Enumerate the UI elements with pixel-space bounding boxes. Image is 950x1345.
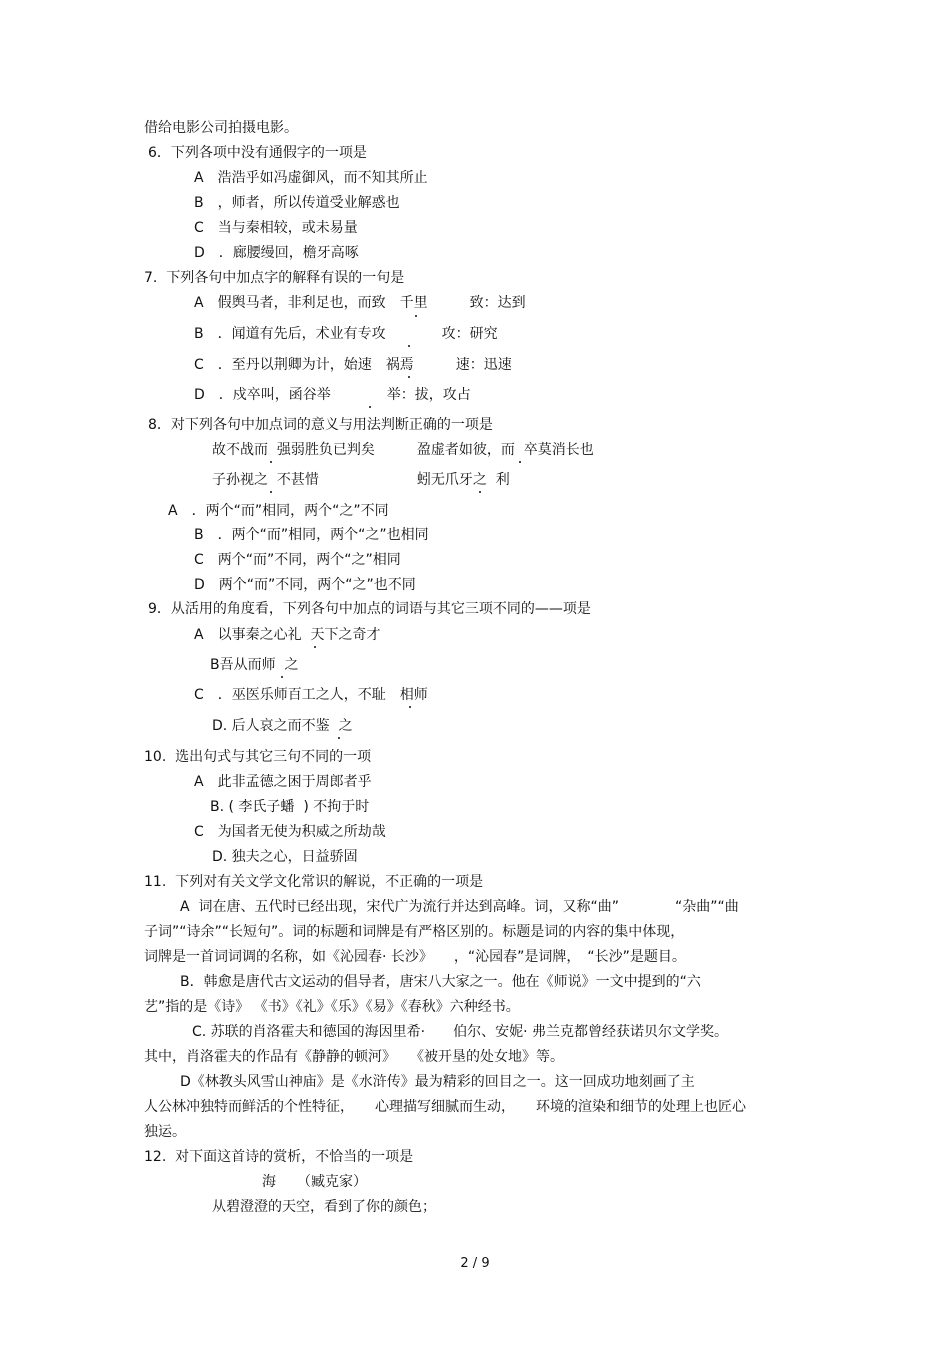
option-line: D. 独夫之心，日益骄固: [212, 849, 358, 865]
option-line: B ，师者，所以传道受业解惑也: [194, 195, 400, 211]
poem-title: 海 （臧克家）: [262, 1174, 367, 1190]
paragraph-line: 人公林冲独特而鲜活的个性特征， 心理描写细腻而生动， 环境的渲染和细节的处理上也匠心: [144, 1099, 746, 1115]
option-line: A 此非孟德之困于周郎者乎: [194, 774, 372, 790]
poem-line: 从碧澄澄的天空，看到了你的颜色；: [212, 1199, 436, 1215]
paragraph-line: D《林教头风雪山神庙》是《水浒传》最为精彩的回目之一。这一回成功地刻画了主: [180, 1074, 695, 1090]
option-line: B吾从而师 之: [210, 657, 299, 673]
option-line: C 当与秦相较，或未易量: [194, 220, 358, 236]
emphasis-dot: [409, 706, 411, 708]
question-11: 11. 下列对有关文学文化常识的解说，不正确的一项是: [144, 874, 484, 890]
option-line: C ．至丹以荆卿为计，始速 祸焉 速：迅速: [194, 357, 512, 373]
option-line: D. 后人哀之而不鉴 之: [212, 718, 353, 734]
option-line: B ．两个“而”相同，两个“之”也相同: [194, 527, 429, 543]
emphasis-dot: [408, 376, 410, 378]
question-7: 7. 下列各句中加点字的解释有误的一句是: [144, 270, 405, 286]
emphasis-dot: [415, 315, 417, 317]
option-line: C 两个“而”不同，两个“之”相同: [194, 552, 401, 568]
option-line: C 为国者无使为积威之所劫哉: [194, 824, 386, 840]
question-6: 6．下列各项中没有通假字的一项是: [148, 145, 367, 161]
question-8: 8．对下列各句中加点词的意义与用法判断正确的一项是: [148, 417, 493, 433]
emphasis-dot: [281, 676, 283, 678]
option-line: B. ( 李氏子蟠 ) 不拘于时: [210, 799, 370, 815]
quote-line: 子孙视之 不甚惜 蚓无爪牙之 利: [212, 472, 510, 488]
emphasis-dot: [338, 737, 340, 739]
emphasis-dot: [314, 646, 316, 648]
option-line: A ．两个“而”相同，两个“之”不同: [168, 503, 389, 519]
option-line: A 浩浩乎如冯虚御风，而不知其所止: [194, 170, 428, 186]
quote-line: 故不战而 强弱胜负已判矣 盈虚者如彼，而 卒莫消长也: [212, 442, 594, 458]
emphasis-dot: [408, 345, 410, 347]
text-line: 借给电影公司拍摄电影。: [144, 120, 298, 136]
paragraph-line: 艺”指的是《诗》 《书》《礼》《乐》《易》《春秋》六种经书。: [144, 999, 520, 1015]
paragraph-line: B．韩愈是唐代古文运动的倡导者，唐宋八大家之一。他在《师说》一文中提到的“六: [180, 974, 701, 990]
paragraph-line: 独运。: [144, 1124, 186, 1140]
paragraph-line: 词牌是一首词词调的名称，如《沁园春· 长沙》 ，“沁园春”是词牌， “长沙”是题目。: [144, 949, 686, 965]
option-line: B ．闻道有先后，术业有专攻 攻：研究: [194, 326, 498, 342]
page-number: 2 / 9: [460, 1256, 490, 1271]
paragraph-line: 其中，肖洛霍夫的作品有《静静的顿河》 《被开垦的处女地》等。: [144, 1049, 564, 1065]
paragraph-line: 子词”“诗余”“长短句”。词的标题和词牌是有严格区别的。标题是词的内容的集中体现，: [144, 924, 685, 940]
emphasis-dot: [519, 461, 521, 463]
option-line: A 以事秦之心礼 天下之奇才: [194, 627, 381, 643]
option-line: A 假舆马者，非利足也，而致 千里 致：达到: [194, 295, 526, 311]
emphasis-dot: [479, 491, 481, 493]
option-line: C ．巫医乐师百工之人，不耻 相师: [194, 687, 428, 703]
emphasis-dot: [270, 461, 272, 463]
option-line: D 两个“而”不同，两个“之”也不同: [194, 577, 416, 593]
option-line: D ．廊腰缦回，檐牙高啄: [194, 245, 359, 261]
question-10: 10. 选出句式与其它三句不同的一项: [144, 749, 372, 765]
emphasis-dot: [369, 406, 371, 408]
question-12: 12. 对下面这首诗的赏析，不恰当的一项是: [144, 1149, 414, 1165]
option-line: D ．戍卒叫，函谷举 举：拔，攻占: [194, 387, 471, 403]
question-9: 9．从活用的角度看，下列各句中加点的词语与其它三项不同的——项是: [148, 601, 591, 617]
paragraph-line: A 词在唐、五代时已经出现，宋代广为流行并达到高峰。词，又称“曲” “杂曲”“曲: [180, 899, 739, 915]
emphasis-dot: [270, 491, 272, 493]
paragraph-line: C. 苏联的肖洛霍夫和德国的海因里希· 伯尔、安妮· 弗兰克都曾经获诺贝尔文学奖。: [192, 1024, 729, 1040]
